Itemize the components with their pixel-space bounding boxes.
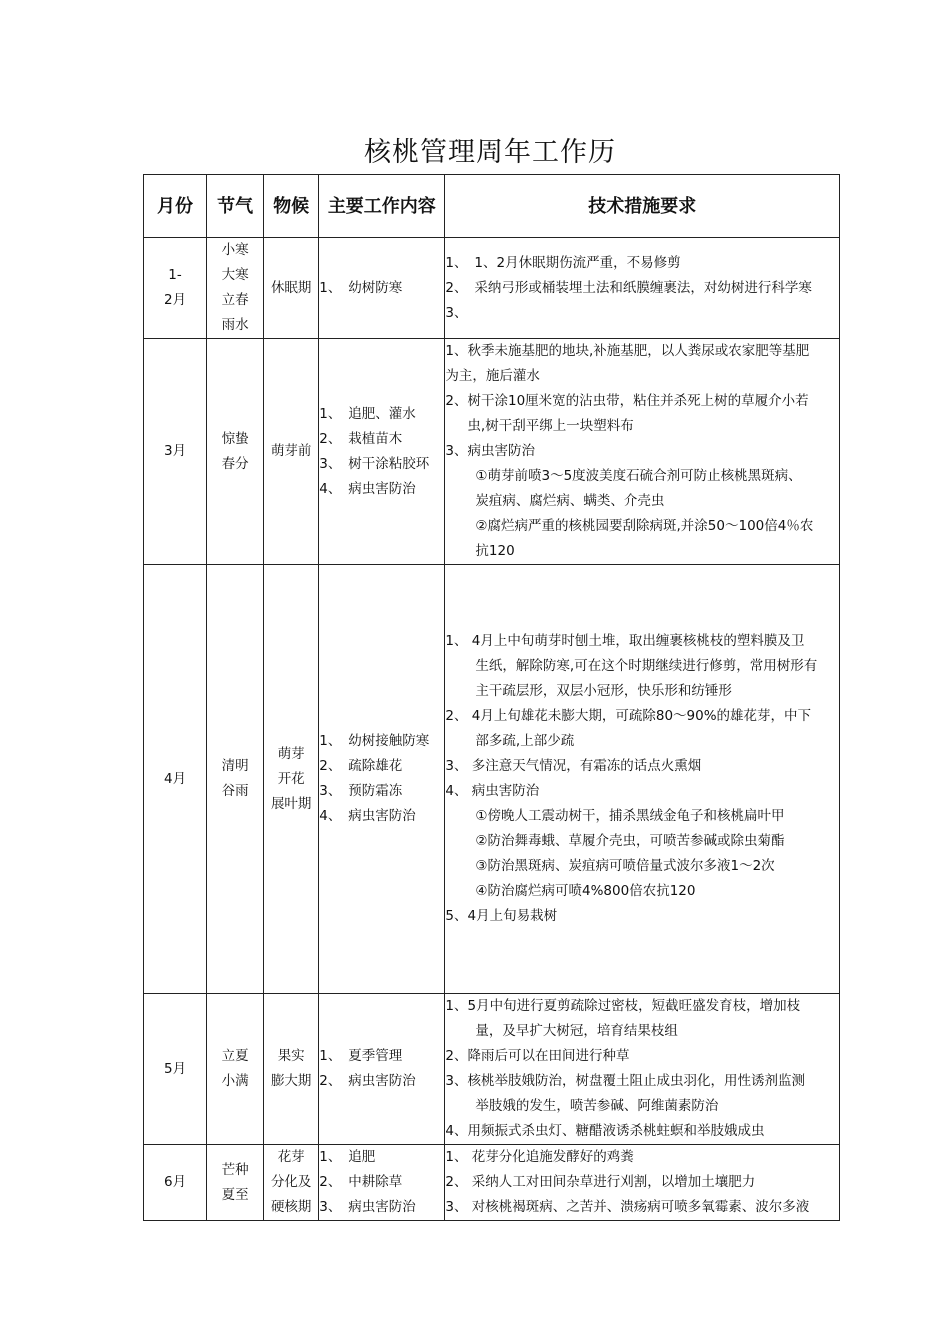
- solar-term: 小寒: [221, 242, 249, 258]
- header-main-work: 主要工作内容: [319, 175, 445, 238]
- work-item: 3、 病虫害防治: [319, 1199, 416, 1215]
- solar-term: 春分: [221, 455, 249, 472]
- phenology-label: 休眠期: [270, 279, 312, 296]
- tech-line: 抗120: [475, 543, 515, 559]
- solar-term: 谷雨: [221, 783, 249, 799]
- solar-term: 小满: [221, 1073, 249, 1089]
- tech-line: ②防治舞毒蛾、草履介壳虫，可喷苦参碱或除虫菊酯: [475, 833, 785, 849]
- work-cell: [319, 565, 445, 994]
- tech-cell: [445, 1145, 840, 1221]
- tech-line: 炭疽病、腐烂病、螨类、介壳虫: [475, 493, 665, 509]
- tech-line: 3、核桃举肢娥防治，树盘覆土阻止成虫羽化，用性诱剂监测: [445, 1073, 805, 1089]
- header-row: [144, 175, 840, 238]
- header-month: 月份: [144, 175, 207, 238]
- month-cell: [144, 994, 207, 1145]
- work-item: 2、 病虫害防治: [319, 1073, 416, 1089]
- solar-term: 芒种: [221, 1161, 249, 1178]
- tech-cell: [445, 339, 840, 565]
- tech-line: 1、 4月上中旬萌芽时刨土堆，取出缠裹核桃枝的塑料膜及卫: [445, 633, 805, 649]
- phenology-label: 萌芽: [277, 745, 305, 762]
- tech-line: 3、 对核桃褐斑病、之苦并、溃疡病可喷多氧霉素、波尔多液: [445, 1199, 810, 1215]
- month-label: 5月: [163, 1060, 187, 1077]
- month-label: 4月: [163, 770, 187, 787]
- table-row: [144, 565, 840, 994]
- month-label: 3月: [163, 443, 187, 459]
- phenology-cell: [264, 1145, 319, 1221]
- month-cell: [144, 339, 207, 565]
- phenology-label: 分化及: [270, 1174, 312, 1190]
- tech-line: 主干疏层形，双层小冠形，快乐形和纺锤形: [475, 683, 732, 699]
- tech-line: ②腐烂病严重的核桃园要刮除病斑,并涂50～100倍4％农: [475, 518, 814, 534]
- solar-term: 惊蛰: [221, 430, 249, 447]
- tech-item: 3、: [445, 304, 468, 321]
- month-cell: [144, 565, 207, 994]
- tech-cell: [445, 994, 840, 1145]
- solar-term: 立春: [221, 292, 249, 308]
- work-item: 3、 预防霜冻: [319, 783, 403, 799]
- phenology-label: 萌芽前: [270, 443, 312, 459]
- tech-item: 1、 1、2月休眠期伤流严重，不易修剪: [445, 254, 681, 271]
- solar-term-cell: [207, 1145, 264, 1221]
- tech-line: 举肢娥的发生，喷苦参碱、阿维菌素防治: [475, 1098, 719, 1114]
- month-label: 1-: [168, 267, 182, 283]
- tech-item: 2、 采纳弓形或桶装埋土法和纸膜缠裹法，对幼树进行科学寒: [445, 279, 812, 296]
- page-title: 核桃管理周年工作历: [364, 137, 616, 168]
- work-cell: [319, 1145, 445, 1221]
- header-tech-requirements: 技术措施要求: [445, 175, 840, 238]
- phenology-cell: [264, 565, 319, 994]
- work-item: 1、 幼树防寒: [319, 279, 403, 296]
- tech-line: 量，及早扩大树冠，培育结果枝组: [475, 1023, 678, 1039]
- phenology-cell: [264, 238, 319, 339]
- tech-line: 虫,树干刮平绑上一块塑料布: [467, 418, 634, 434]
- month-cell: [144, 238, 207, 339]
- work-cell: [319, 238, 445, 339]
- tech-line: 1、秋季未施基肥的地块,补施基肥，以人粪尿或农家肥等基肥: [445, 343, 810, 359]
- table-row: [144, 1145, 840, 1221]
- tech-line: ③防治黑斑病、炭疽病可喷倍量式波尔多液1～2次: [475, 858, 775, 874]
- month-label: 6月: [163, 1174, 187, 1190]
- tech-line: 生纸，解除防寒,可在这个时期继续进行修剪，常用树形有: [475, 658, 818, 674]
- solar-term: 立夏: [221, 1048, 249, 1064]
- tech-line: 3、病虫害防治: [445, 443, 535, 459]
- work-item: 1、 夏季管理: [319, 1048, 403, 1064]
- work-item: 2、 栽植苗木: [319, 430, 403, 447]
- phenology-label: 硬核期: [270, 1199, 312, 1215]
- solar-term-cell: [207, 994, 264, 1145]
- phenology-label: 展叶期: [270, 795, 312, 812]
- tech-line: 1、5月中旬进行夏剪疏除过密枝，短截旺盛发育枝，增加枝: [445, 998, 801, 1014]
- tech-line: ④防治腐烂病可喷4%800倍农抗120: [475, 883, 696, 899]
- work-item: 1、 幼树接触防寒: [319, 733, 430, 749]
- work-item: 2、 中耕除草: [319, 1174, 403, 1190]
- tech-line: 2、降雨后可以在田间进行种草: [445, 1048, 630, 1064]
- phenology-label: 花芽: [277, 1149, 305, 1165]
- table-row: [144, 238, 840, 339]
- phenology-cell: [264, 994, 319, 1145]
- solar-term: 大寒: [221, 267, 249, 283]
- work-item: 4、 病虫害防治: [319, 808, 416, 824]
- tech-line: 部多疏,上部少疏: [475, 733, 575, 749]
- tech-line: 5、4月上旬易栽树: [445, 908, 558, 924]
- month-cell: [144, 1145, 207, 1221]
- work-calendar-table: [143, 174, 840, 1221]
- tech-line: 2、 采纳人工对田间杂草进行刈割，以增加土壤肥力: [445, 1174, 756, 1190]
- solar-term-cell: [207, 339, 264, 565]
- phenology-cell: [264, 339, 319, 565]
- tech-line: 为主，施后灌水: [445, 368, 540, 384]
- work-cell: [319, 994, 445, 1145]
- header-solar-term: 节气: [207, 175, 264, 238]
- solar-term-cell: [207, 238, 264, 339]
- work-item: 1、 追肥: [319, 1149, 376, 1165]
- tech-cell: [445, 565, 840, 994]
- tech-line: 2、 4月上旬雄花未膨大期，可疏除80～90%的雄花芽，中下: [445, 708, 812, 724]
- solar-term-cell: [207, 565, 264, 994]
- phenology-label: 膨大期: [270, 1073, 312, 1089]
- tech-line: 3、 多注意天气情况，有霜冻的话点火熏烟: [445, 758, 702, 774]
- month-label: 2月: [163, 292, 187, 308]
- work-item: 1、 追肥、灌水: [319, 405, 416, 422]
- tech-cell: [445, 238, 840, 339]
- table-row: [144, 994, 840, 1145]
- work-item: 3、 树干涂粘胶环: [319, 455, 430, 472]
- solar-term: 雨水: [221, 317, 249, 333]
- work-cell: [319, 339, 445, 565]
- tech-line: 2、树干涂10厘米宽的沾虫带，粘住并杀死上树的草履介小若: [445, 393, 809, 409]
- phenology-label: 开花: [277, 770, 305, 787]
- tech-line: 4、 病虫害防治: [445, 783, 540, 799]
- header-phenology: 物候: [264, 175, 319, 238]
- solar-term: 夏至: [221, 1186, 249, 1203]
- work-item: 4、 病虫害防治: [319, 480, 416, 497]
- solar-term: 清明: [221, 758, 249, 774]
- tech-line: 1、 花芽分化追施发酵好的鸡粪: [445, 1149, 634, 1165]
- tech-line: ①萌芽前喷3～5度波美度石硫合剂可防止核桃黑斑病、: [475, 468, 802, 484]
- work-item: 2、 疏除雄花: [319, 758, 403, 774]
- tech-line: ①傍晚人工震动树干，捕杀黑绒金龟子和核桃扁叶甲: [475, 808, 785, 824]
- table-row: [144, 339, 840, 565]
- phenology-label: 果实: [277, 1048, 305, 1064]
- tech-line: 4、用频振式杀虫灯、糖醋液诱杀桃蛀螟和举肢娥成虫: [445, 1123, 765, 1139]
